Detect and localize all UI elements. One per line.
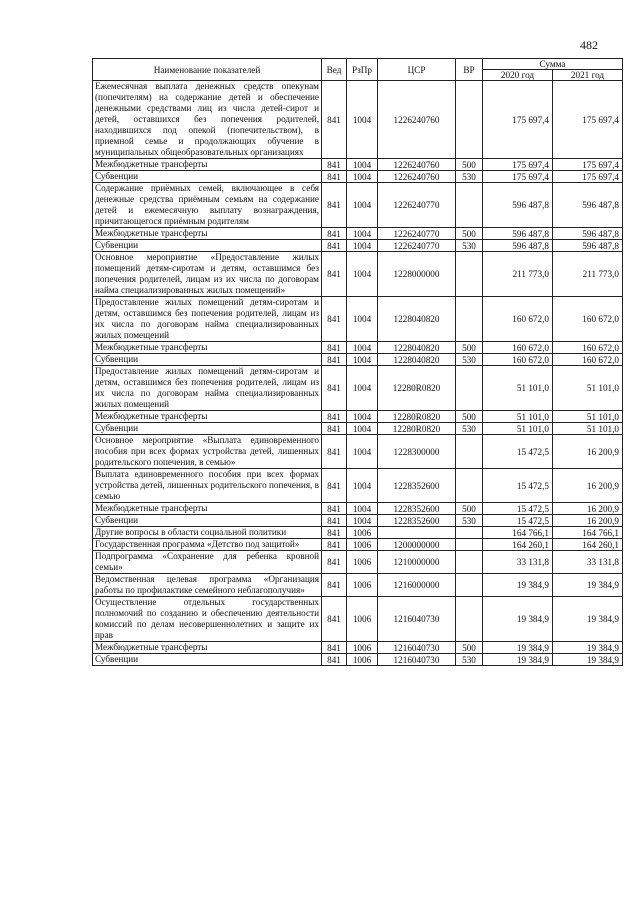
row-rzpr: 1006 (347, 642, 378, 654)
row-ved: 841 (322, 503, 347, 515)
row-ved: 841 (322, 469, 347, 503)
row-name: Субвенции (93, 240, 322, 252)
row-sum-2020: 19 384,9 (483, 574, 553, 597)
table-row (93, 642, 623, 654)
table-row (93, 81, 623, 159)
row-sum-2021: 164 766,1 (553, 527, 623, 539)
row-name: Осуществление отдельных государственных полномочий по созданию и обеспечению деятельности комиссий по делам несовершеннолетних и защите их прав (93, 597, 322, 642)
table-body (93, 81, 623, 666)
row-rzpr: 1006 (347, 597, 378, 642)
row-vr (456, 539, 483, 551)
row-sum-2020: 51 101,0 (483, 411, 553, 423)
row-rzpr: 1004 (347, 81, 378, 159)
row-ved: 841 (322, 342, 347, 354)
row-name: Межбюджетные трансферты (93, 642, 322, 654)
row-sum-2021: 160 672,0 (553, 354, 623, 366)
row-vr (456, 527, 483, 539)
table-row (93, 469, 623, 503)
header-2021: 2021 год (553, 70, 623, 81)
row-csr: 1228000000 (378, 252, 456, 297)
row-name: Межбюджетные трансферты (93, 503, 322, 515)
row-csr: 1228352600 (378, 503, 456, 515)
row-name: Субвенции (93, 354, 322, 366)
row-name: Выплата единовременного пособия при всех формах устройства детей, лишенных родительского попечения, в семью (93, 469, 322, 503)
row-csr: 1226240760 (378, 81, 456, 159)
row-rzpr: 1004 (347, 503, 378, 515)
row-rzpr: 1004 (347, 159, 378, 171)
row-rzpr: 1004 (347, 183, 378, 228)
row-rzpr: 1004 (347, 252, 378, 297)
row-csr: 1226240760 (378, 159, 456, 171)
row-sum-2020: 15 472,5 (483, 469, 553, 503)
row-csr: 12280R0820 (378, 366, 456, 411)
row-ved: 841 (322, 539, 347, 551)
row-vr: 500 (456, 642, 483, 654)
table-row (93, 597, 623, 642)
row-sum-2021: 175 697,4 (553, 81, 623, 159)
row-vr: 530 (456, 654, 483, 666)
row-sum-2021: 51 101,0 (553, 366, 623, 411)
row-name: Субвенции (93, 515, 322, 527)
row-sum-2021: 160 672,0 (553, 297, 623, 342)
row-ved: 841 (322, 183, 347, 228)
row-csr: 1228040820 (378, 297, 456, 342)
row-name: Межбюджетные трансферты (93, 228, 322, 240)
row-name: Основное мероприятие «Выплата единовременного пособия при всех формах устройства детей, лишенных родительского попечения, в семью» (93, 435, 322, 469)
row-sum-2021: 51 101,0 (553, 423, 623, 435)
row-ved: 841 (322, 171, 347, 183)
header-sum: Сумма (483, 59, 623, 70)
header-ved: Вед (322, 59, 347, 81)
row-sum-2021: 211 773,0 (553, 252, 623, 297)
row-name: Предоставление жилых помещений детям-сиротам и детям, оставшимся без попечения родителей, лицам из их числа по договорам найма специализированных жилых помещений (93, 297, 322, 342)
row-sum-2020: 51 101,0 (483, 366, 553, 411)
header-csr: ЦСР (378, 59, 456, 81)
row-rzpr: 1004 (347, 171, 378, 183)
row-vr: 500 (456, 503, 483, 515)
row-sum-2021: 19 384,9 (553, 574, 623, 597)
row-csr (378, 527, 456, 539)
row-sum-2020: 175 697,4 (483, 171, 553, 183)
row-sum-2020: 596 487,8 (483, 183, 553, 228)
table-row (93, 171, 623, 183)
row-rzpr: 1006 (347, 539, 378, 551)
table-row (93, 527, 623, 539)
row-rzpr: 1004 (347, 515, 378, 527)
row-sum-2020: 15 472,5 (483, 503, 553, 515)
page-number: 482 (580, 38, 598, 52)
row-sum-2020: 596 487,8 (483, 240, 553, 252)
row-ved: 841 (322, 574, 347, 597)
row-sum-2021: 16 200,9 (553, 435, 623, 469)
table-row (93, 654, 623, 666)
row-ved: 841 (322, 354, 347, 366)
row-csr: 1216040730 (378, 597, 456, 642)
row-csr: 1228300000 (378, 435, 456, 469)
row-sum-2020: 33 131,8 (483, 551, 553, 574)
row-csr: 1226240770 (378, 228, 456, 240)
row-sum-2020: 51 101,0 (483, 423, 553, 435)
row-name: Межбюджетные трансферты (93, 411, 322, 423)
row-vr (456, 435, 483, 469)
row-vr (456, 574, 483, 597)
row-rzpr: 1006 (347, 527, 378, 539)
row-rzpr: 1006 (347, 551, 378, 574)
header-name: Наименование показателей (93, 59, 322, 81)
row-name: Субвенции (93, 171, 322, 183)
row-sum-2021: 51 101,0 (553, 411, 623, 423)
row-csr: 1228040820 (378, 354, 456, 366)
row-rzpr: 1004 (347, 240, 378, 252)
row-sum-2021: 16 200,9 (553, 503, 623, 515)
row-name: Межбюджетные трансферты (93, 159, 322, 171)
row-ved: 841 (322, 642, 347, 654)
row-ved: 841 (322, 423, 347, 435)
row-sum-2021: 33 131,8 (553, 551, 623, 574)
row-sum-2021: 175 697,4 (553, 171, 623, 183)
table-row (93, 539, 623, 551)
row-rzpr: 1004 (347, 228, 378, 240)
table-row (93, 354, 623, 366)
table-row (93, 411, 623, 423)
row-csr: 12280R0820 (378, 411, 456, 423)
row-sum-2021: 16 200,9 (553, 469, 623, 503)
row-csr: 1200000000 (378, 539, 456, 551)
row-vr: 500 (456, 411, 483, 423)
row-ved: 841 (322, 297, 347, 342)
table-row (93, 503, 623, 515)
table-row (93, 574, 623, 597)
row-csr: 1226240770 (378, 183, 456, 228)
row-ved: 841 (322, 551, 347, 574)
row-vr: 530 (456, 354, 483, 366)
row-name: Межбюджетные трансферты (93, 342, 322, 354)
table-row (93, 551, 623, 574)
row-vr (456, 597, 483, 642)
row-sum-2021: 160 672,0 (553, 342, 623, 354)
table-row (93, 183, 623, 228)
row-sum-2020: 164 766,1 (483, 527, 553, 539)
row-sum-2020: 160 672,0 (483, 342, 553, 354)
table-row (93, 252, 623, 297)
row-rzpr: 1004 (347, 423, 378, 435)
row-rzpr: 1004 (347, 342, 378, 354)
row-name: Подпрограмма «Сохранение для ребенка кровной семьи» (93, 551, 322, 574)
row-name: Другие вопросы в области социальной политики (93, 527, 322, 539)
row-csr: 1228352600 (378, 515, 456, 527)
table-row (93, 435, 623, 469)
row-csr: 1228040820 (378, 342, 456, 354)
header-rzpr: РзПр (347, 59, 378, 81)
row-sum-2020: 19 384,9 (483, 654, 553, 666)
row-ved: 841 (322, 228, 347, 240)
row-ved: 841 (322, 435, 347, 469)
row-vr (456, 366, 483, 411)
row-ved: 841 (322, 366, 347, 411)
table-row (93, 366, 623, 411)
row-rzpr: 1004 (347, 469, 378, 503)
row-vr (456, 551, 483, 574)
row-ved: 841 (322, 597, 347, 642)
row-name: Ведомственная целевая программа «Организация работы по профилактике семейного неблагополучия» (93, 574, 322, 597)
row-csr: 1210000000 (378, 551, 456, 574)
row-name: Государственная программа «Детство под защитой» (93, 539, 322, 551)
row-ved: 841 (322, 411, 347, 423)
row-csr: 1216000000 (378, 574, 456, 597)
row-name: Ежемесячная выплата денежных средств опекунам (попечителям) на содержание детей и обеспечение денежными средствами лиц из числа детей-сирот и детей, оставшихся без попечения родителей, находившихся под опекой (попечительством), в приемной семье и продолжающих обучение в муниципальных общеобразовательных организациях (93, 81, 322, 159)
row-ved: 841 (322, 527, 347, 539)
row-sum-2021: 175 697,4 (553, 159, 623, 171)
row-sum-2021: 19 384,9 (553, 642, 623, 654)
row-csr: 1226240760 (378, 171, 456, 183)
header-2020: 2020 год (483, 70, 553, 81)
row-vr: 530 (456, 515, 483, 527)
row-vr (456, 469, 483, 503)
row-csr: 1228352600 (378, 469, 456, 503)
row-rzpr: 1004 (347, 411, 378, 423)
table-row (93, 159, 623, 171)
row-name: Субвенции (93, 654, 322, 666)
budget-table (92, 58, 623, 666)
row-name: Субвенции (93, 423, 322, 435)
row-rzpr: 1004 (347, 366, 378, 411)
row-vr (456, 297, 483, 342)
row-sum-2020: 175 697,4 (483, 81, 553, 159)
row-sum-2020: 160 672,0 (483, 354, 553, 366)
row-ved: 841 (322, 159, 347, 171)
row-vr: 530 (456, 240, 483, 252)
row-sum-2021: 596 487,8 (553, 228, 623, 240)
row-sum-2020: 19 384,9 (483, 642, 553, 654)
row-vr (456, 183, 483, 228)
table-row (93, 228, 623, 240)
row-ved: 841 (322, 252, 347, 297)
table-row (93, 240, 623, 252)
row-vr: 530 (456, 423, 483, 435)
row-sum-2020: 164 260,1 (483, 539, 553, 551)
row-csr: 1216040730 (378, 642, 456, 654)
row-rzpr: 1004 (347, 435, 378, 469)
row-vr (456, 252, 483, 297)
row-vr (456, 81, 483, 159)
header-vr: ВР (456, 59, 483, 81)
row-sum-2020: 211 773,0 (483, 252, 553, 297)
row-ved: 841 (322, 240, 347, 252)
row-rzpr: 1006 (347, 574, 378, 597)
row-sum-2020: 15 472,5 (483, 435, 553, 469)
table-row (93, 297, 623, 342)
row-sum-2021: 19 384,9 (553, 597, 623, 642)
row-name: Содержание приёмных семей, включающее в себя денежные средства приёмным семьям на содержание детей и ежемесячную выплату вознаграждения, причитающегося приёмным родителям (93, 183, 322, 228)
row-sum-2020: 160 672,0 (483, 297, 553, 342)
row-sum-2021: 164 260,1 (553, 539, 623, 551)
row-sum-2020: 15 472,5 (483, 515, 553, 527)
row-csr: 1216040730 (378, 654, 456, 666)
row-vr: 500 (456, 159, 483, 171)
row-sum-2021: 16 200,9 (553, 515, 623, 527)
row-csr: 12280R0820 (378, 423, 456, 435)
row-rzpr: 1004 (347, 297, 378, 342)
row-ved: 841 (322, 81, 347, 159)
table-row (93, 423, 623, 435)
row-rzpr: 1004 (347, 354, 378, 366)
table-row (93, 342, 623, 354)
row-vr: 500 (456, 228, 483, 240)
row-sum-2021: 596 487,8 (553, 183, 623, 228)
row-ved: 841 (322, 654, 347, 666)
row-sum-2021: 596 487,8 (553, 240, 623, 252)
row-vr: 500 (456, 342, 483, 354)
row-rzpr: 1006 (347, 654, 378, 666)
row-name: Предоставление жилых помещений детям-сиротам и детям, оставшимся без попечения родителей, лицам из их числа по договорам найма специализированных жилых помещений (93, 366, 322, 411)
row-vr: 530 (456, 171, 483, 183)
row-sum-2020: 19 384,9 (483, 597, 553, 642)
row-ved: 841 (322, 515, 347, 527)
row-sum-2020: 175 697,4 (483, 159, 553, 171)
row-csr: 1226240770 (378, 240, 456, 252)
row-sum-2021: 19 384,9 (553, 654, 623, 666)
table-row (93, 515, 623, 527)
row-name: Основное мероприятие «Предоставление жилых помещений детям-сиротам и детям, оставшимся без попечения родителей, лицам из их числа по договорам найма специализированных жилых помещений» (93, 252, 322, 297)
row-sum-2020: 596 487,8 (483, 228, 553, 240)
